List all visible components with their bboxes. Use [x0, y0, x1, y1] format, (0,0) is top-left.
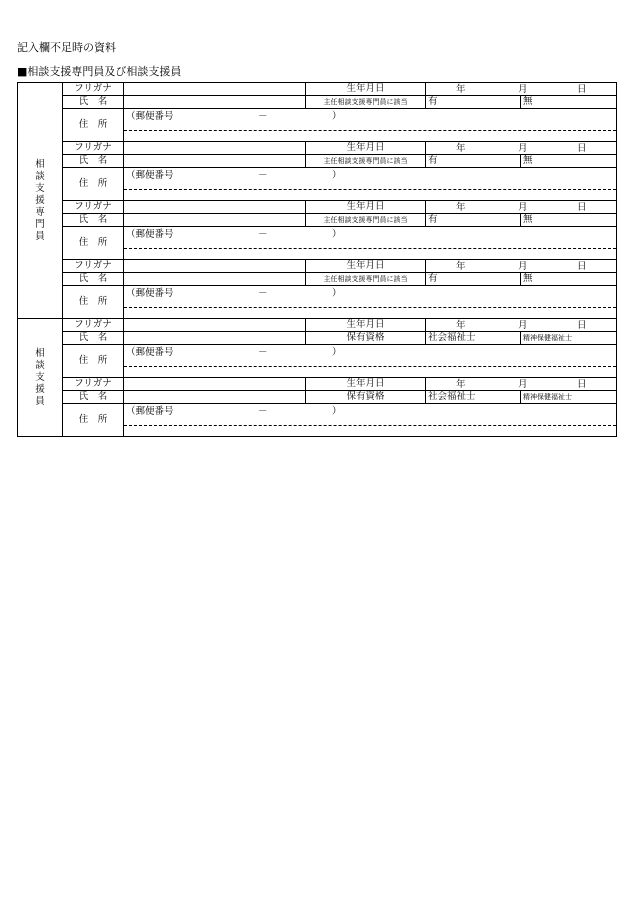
form-body	[18, 83, 617, 437]
option-social-worker[interactable]: 社会福祉士	[426, 332, 521, 345]
postal-line	[124, 227, 616, 249]
birthdate-label: 生年月日	[306, 201, 426, 214]
year-label: 年	[456, 202, 466, 213]
option-social-worker[interactable]: 社会福祉士	[426, 391, 521, 404]
specialist-address-row	[18, 109, 617, 142]
birthdate-label: 生年月日	[306, 142, 426, 155]
option-yes[interactable]: 有	[426, 214, 521, 227]
postal-code-label: （郵便番号	[126, 406, 174, 417]
furigana-label: フリガナ	[63, 378, 124, 391]
day-label: 日	[577, 84, 587, 95]
supporter-address-row	[18, 404, 617, 437]
birthdate-label: 生年月日	[306, 378, 426, 391]
specialist-furigana-row	[18, 142, 617, 155]
address-line	[124, 308, 616, 318]
option-no[interactable]: 無	[521, 214, 617, 227]
year-label: 年	[456, 84, 466, 95]
furigana-field[interactable]	[124, 201, 306, 214]
address-field[interactable]	[124, 286, 617, 319]
name-field[interactable]	[124, 273, 306, 286]
postal-dash: －	[258, 170, 268, 181]
name-label: 氏 名	[63, 273, 124, 286]
document-title: 記入欄不足時の資料	[17, 41, 116, 54]
furigana-field[interactable]	[124, 319, 306, 332]
section-heading: ■相談支援専門員及び相談支援員	[17, 65, 182, 78]
chief-specialist-label: 主任相談支援専門員に該当	[306, 96, 426, 109]
furigana-label: フリガナ	[63, 319, 124, 332]
specialist-group-label	[18, 83, 63, 319]
postal-line	[124, 345, 616, 367]
postal-line	[124, 168, 616, 190]
furigana-field[interactable]	[124, 378, 306, 391]
birthdate-field[interactable]	[426, 378, 617, 391]
birthdate-label: 生年月日	[306, 260, 426, 273]
address-field[interactable]	[124, 345, 617, 378]
address-field[interactable]	[124, 168, 617, 201]
address-line	[124, 131, 616, 141]
chief-specialist-label: 主任相談支援専門員に該当	[306, 155, 426, 168]
name-field[interactable]	[124, 155, 306, 168]
name-field[interactable]	[124, 96, 306, 109]
address-field[interactable]	[124, 227, 617, 260]
furigana-label: フリガナ	[63, 201, 124, 214]
year-label: 年	[456, 261, 466, 272]
birthdate-label: 生年月日	[306, 319, 426, 332]
postal-code-label: （郵便番号	[126, 347, 174, 358]
postal-line	[124, 404, 616, 426]
address-label: 住 所	[63, 345, 124, 378]
furigana-field[interactable]	[124, 142, 306, 155]
year-label: 年	[456, 320, 466, 331]
day-label: 日	[577, 320, 587, 331]
name-label: 氏 名	[63, 332, 124, 345]
furigana-label: フリガナ	[63, 260, 124, 273]
supporter-group-text: 相談支援員	[35, 347, 45, 407]
month-label: 月	[518, 320, 528, 331]
specialist-address-row	[18, 286, 617, 319]
postal-dash: －	[258, 288, 268, 299]
option-no[interactable]: 無	[521, 273, 617, 286]
postal-close: ）	[332, 170, 342, 181]
day-label: 日	[577, 143, 587, 154]
birthdate-field[interactable]	[426, 319, 617, 332]
year-label: 年	[456, 143, 466, 154]
supporter-group-label	[18, 319, 63, 437]
specialist-name-row	[18, 273, 617, 286]
name-label: 氏 名	[63, 214, 124, 227]
specialist-name-row	[18, 214, 617, 227]
option-mental-health-worker[interactable]: 精神保健福祉士	[521, 391, 617, 404]
name-label: 氏 名	[63, 155, 124, 168]
specialist-furigana-row	[18, 260, 617, 273]
name-field[interactable]	[124, 214, 306, 227]
supporter-address-row	[18, 345, 617, 378]
postal-close: ）	[332, 406, 342, 417]
postal-dash: －	[258, 347, 268, 358]
month-label: 月	[518, 261, 528, 272]
furigana-label: フリガナ	[63, 83, 124, 96]
supporter-furigana-row	[18, 319, 617, 332]
birthdate-field[interactable]	[426, 83, 617, 96]
address-line	[124, 426, 616, 436]
supporter-name-row	[18, 391, 617, 404]
option-yes[interactable]: 有	[426, 96, 521, 109]
address-label: 住 所	[63, 168, 124, 201]
chief-specialist-label: 主任相談支援専門員に該当	[306, 214, 426, 227]
day-label: 日	[577, 379, 587, 390]
option-no[interactable]: 無	[521, 96, 617, 109]
specialist-furigana-row	[18, 201, 617, 214]
staff-form-table	[17, 82, 617, 437]
supporter-name-row	[18, 332, 617, 345]
postal-dash: －	[258, 229, 268, 240]
address-line	[124, 190, 616, 200]
day-label: 日	[577, 202, 587, 213]
furigana-field[interactable]	[124, 83, 306, 96]
chief-specialist-label: 主任相談支援専門員に該当	[306, 273, 426, 286]
specialist-address-row	[18, 227, 617, 260]
name-field[interactable]	[124, 332, 306, 345]
postal-code-label: （郵便番号	[126, 229, 174, 240]
postal-close: ）	[332, 229, 342, 240]
month-label: 月	[518, 202, 528, 213]
birthdate-field[interactable]	[426, 142, 617, 155]
day-label: 日	[577, 261, 587, 272]
address-line	[124, 367, 616, 377]
name-field[interactable]	[124, 391, 306, 404]
specialist-furigana-row	[18, 83, 617, 96]
postal-close: ）	[332, 288, 342, 299]
postal-close: ）	[332, 347, 342, 358]
option-mental-health-worker[interactable]: 精神保健福祉士	[521, 332, 617, 345]
furigana-field[interactable]	[124, 260, 306, 273]
postal-dash: －	[258, 406, 268, 417]
name-label: 氏 名	[63, 96, 124, 109]
postal-close: ）	[332, 111, 342, 122]
postal-dash: －	[258, 111, 268, 122]
qualification-label: 保有資格	[306, 391, 426, 404]
specialist-address-row	[18, 168, 617, 201]
postal-code-label: （郵便番号	[126, 288, 174, 299]
address-label: 住 所	[63, 227, 124, 260]
specialist-group-text: 相談支援専門員	[35, 158, 45, 242]
option-yes[interactable]: 有	[426, 273, 521, 286]
month-label: 月	[518, 84, 528, 95]
option-no[interactable]: 無	[521, 155, 617, 168]
address-field[interactable]	[124, 404, 617, 437]
specialist-name-row	[18, 155, 617, 168]
name-label: 氏 名	[63, 391, 124, 404]
address-label: 住 所	[63, 286, 124, 319]
month-label: 月	[518, 143, 528, 154]
option-yes[interactable]: 有	[426, 155, 521, 168]
furigana-label: フリガナ	[63, 142, 124, 155]
birthdate-field[interactable]	[426, 260, 617, 273]
specialist-name-row	[18, 96, 617, 109]
postal-code-label: （郵便番号	[126, 111, 174, 122]
qualification-label: 保有資格	[306, 332, 426, 345]
address-field[interactable]	[124, 109, 617, 142]
birthdate-label: 生年月日	[306, 83, 426, 96]
address-line	[124, 249, 616, 259]
address-label: 住 所	[63, 404, 124, 437]
postal-line	[124, 286, 616, 308]
month-label: 月	[518, 379, 528, 390]
postal-line	[124, 109, 616, 131]
birthdate-field[interactable]	[426, 201, 617, 214]
address-label: 住 所	[63, 109, 124, 142]
supporter-furigana-row	[18, 378, 617, 391]
year-label: 年	[456, 379, 466, 390]
postal-code-label: （郵便番号	[126, 170, 174, 181]
